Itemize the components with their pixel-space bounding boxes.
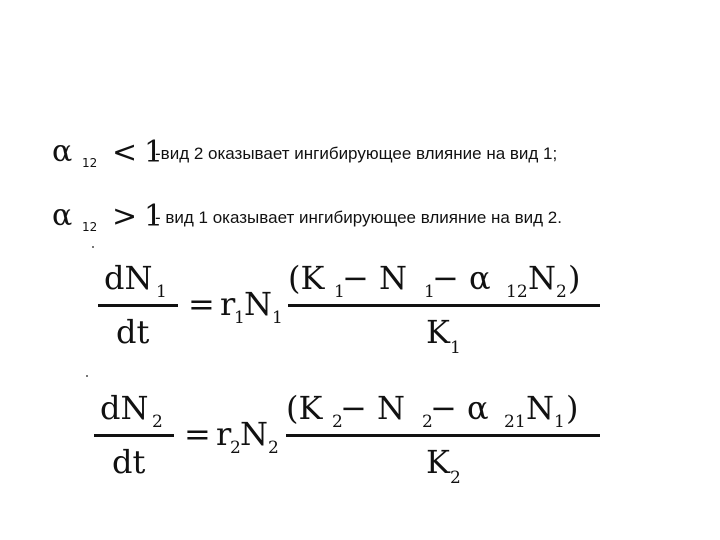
rhs-fraction-bar — [288, 304, 600, 307]
alpha-symbol: α — [52, 198, 73, 233]
stray-dot — [86, 375, 88, 377]
relation-value: 1 — [144, 199, 164, 234]
population-n: N — [244, 285, 272, 323]
rhs-numerator-k: (K — [286, 389, 323, 427]
rhs-numerator-n-subscript: 2 — [422, 412, 433, 432]
lhs-fraction-bar — [94, 434, 174, 437]
rate-r: r — [220, 285, 236, 323]
relation-symbol: > — [112, 199, 138, 234]
rhs-numerator-n1: N — [526, 389, 554, 427]
rhs-numerator-k-subscript: 1 — [334, 282, 345, 302]
lhs-numerator-subscript: 2 — [152, 412, 163, 432]
rhs-fraction-bar — [286, 434, 600, 437]
rhs-denominator: K — [426, 443, 450, 481]
equals-sign: = — [184, 415, 211, 453]
rhs-denominator: K — [426, 313, 450, 351]
condition-text: - вид 1 оказывает ингибирующее влияние на вид 2. — [155, 208, 562, 227]
rhs-numerator-n1-subscript: 1 — [554, 412, 565, 432]
rhs-numerator-n2: N — [528, 259, 556, 297]
equals-sign: = — [188, 285, 215, 323]
lhs-denominator: dt — [116, 313, 150, 351]
population-n-subscript: 2 — [268, 438, 279, 458]
stray-dot — [92, 246, 94, 248]
rhs-numerator-alpha: − α — [432, 259, 491, 297]
rhs-denominator-subscript: 2 — [450, 468, 461, 488]
population-n-subscript: 1 — [272, 308, 283, 328]
rhs-numerator-n-subscript: 1 — [424, 282, 435, 302]
lotka-volterra-equation-1 — [92, 258, 612, 373]
condition-row-1 — [52, 136, 692, 176]
relation-symbol: < — [112, 135, 138, 170]
condition-row-2 — [52, 200, 692, 240]
rhs-numerator-k-subscript: 2 — [332, 412, 343, 432]
rhs-denominator-subscript: 1 — [450, 338, 461, 358]
lhs-numerator-subscript: 1 — [156, 282, 167, 302]
rhs-numerator-alpha-subscript: 12 — [506, 282, 528, 302]
rhs-numerator-alpha: − α — [430, 389, 489, 427]
alpha-subscript: 12 — [82, 220, 98, 234]
rate-r: r — [216, 415, 232, 453]
population-n: N — [240, 415, 268, 453]
rhs-numerator-n: − N — [342, 259, 407, 297]
rate-r-subscript: 1 — [234, 308, 245, 328]
lhs-numerator: dN — [104, 259, 153, 297]
lotka-volterra-equation-2 — [92, 388, 612, 503]
rhs-numerator-close: ) — [568, 259, 581, 297]
rhs-numerator-n: − N — [340, 389, 405, 427]
lhs-denominator: dt — [112, 443, 146, 481]
alpha-subscript: 12 — [82, 156, 98, 170]
rhs-numerator-close: ) — [566, 389, 579, 427]
lhs-numerator: dN — [100, 389, 149, 427]
rate-r-subscript: 2 — [230, 438, 241, 458]
condition-text: -вид 2 оказывает ингибирующее влияние на вид 1; — [155, 144, 558, 163]
rhs-numerator-alpha-subscript: 21 — [504, 412, 526, 432]
lhs-fraction-bar — [98, 304, 178, 307]
rhs-numerator-k: (K — [288, 259, 325, 297]
relation-value: 1 — [144, 135, 164, 170]
alpha-symbol: α — [52, 134, 73, 169]
rhs-numerator-n2-subscript: 2 — [556, 282, 567, 302]
